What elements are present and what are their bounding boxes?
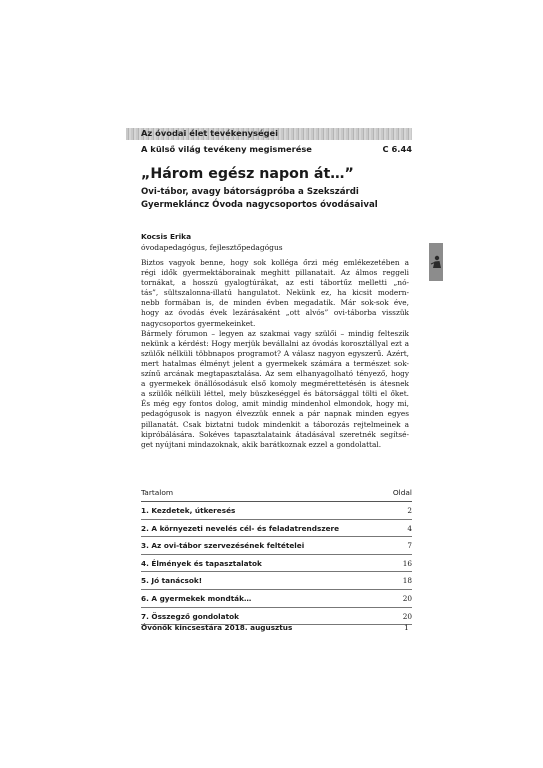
author-role: óvodapedagógus, fejlesztőpedagógus	[141, 243, 283, 252]
toc-row	[141, 590, 412, 608]
toc-header-right: Oldal	[392, 488, 412, 497]
toc-item-title: 4. Élmények és tapasztalatok	[141, 558, 262, 568]
body-line: színű arcának megtapasztalása. Az sem elhanyagolható tényező, hogy	[141, 369, 409, 379]
toc-item-page: 20	[402, 593, 412, 603]
toc-item-title: 7. Összegző gondolatok	[141, 611, 239, 621]
toc-row	[141, 572, 412, 590]
toc-item-page: 4	[407, 523, 412, 533]
body-line: a szülők nélküli léttel, mely büszkeséggel és bátorsággal tölti el őket.	[141, 389, 409, 399]
body-line: hogy az óvodás évek lezárásaként „ott alvós” ovi-táborba visszük	[141, 308, 409, 318]
body-line: kipróbálására. Sokéves tapasztalataink átadásával szeretnék segítsé-	[141, 429, 409, 439]
toc-row	[141, 555, 412, 573]
series-title: Az óvodai élet tevékenységei	[141, 128, 279, 138]
toc-row	[141, 520, 412, 538]
body-line: tornákat, a hosszú gyalogtúrákat, az esti tábortűz melletti „nó-	[141, 278, 409, 288]
child-figure-icon	[430, 255, 442, 269]
toc-item-page: 7	[407, 541, 412, 551]
page-number: 1	[404, 623, 409, 632]
body-line: régi idők gyermektáborainak meghitt pillanatait. Az álmos reggeli	[141, 268, 409, 278]
toc-header	[141, 485, 412, 502]
subtitle-line: Ovi-tábor, avagy bátorságpróba a Szekszárdi	[141, 187, 359, 197]
toc-item-page: 20	[402, 611, 412, 621]
side-tab	[429, 243, 443, 281]
toc-row	[141, 537, 412, 555]
subtitle-line: Gyermekláncz Óvoda nagycsoportos óvodásaival	[141, 200, 378, 210]
toc-row	[141, 502, 412, 520]
body-line: nekünk a kérdést: Hogy merjük bevállalni az óvodás korosztállyal ezt a	[141, 338, 409, 348]
footer-publication: Óvónők kincsestára 2018. augusztus	[141, 623, 293, 632]
toc-item-title: 3. Az ovi-tábor szervezésének feltételei	[141, 541, 305, 551]
body-line: tás”, sültszalonna-illatú hangulatot. Nekünk ez, ha kicsit modern-	[141, 288, 409, 298]
body-line: a gyermekek önállósodásuk első komoly megmérettetésén is átesnek	[141, 379, 409, 389]
intro-text	[141, 258, 409, 450]
body-line: nagycsoportos gyermekeinket.	[141, 318, 256, 328]
body-line: Biztos vagyok benne, hogy sok kolléga őrzi még emlékezetében a	[141, 258, 409, 267]
section-line	[141, 144, 412, 156]
body-line: mert hatalmas élményt jelent a gyermekek számára a természet sok-	[141, 358, 409, 368]
toc-item-title: 6. A gyermekek mondták…	[141, 593, 252, 603]
author-name: Kocsis Erika	[141, 232, 192, 241]
toc-item-title: 5. Jó tanácsok!	[141, 576, 203, 586]
table-of-contents	[141, 485, 412, 625]
article-title: „Három egész napon át…”	[141, 166, 354, 182]
toc-item-title: 2. A környezeti nevelés cél- és feladatrendszere	[141, 523, 340, 533]
article-subtitle	[141, 186, 416, 212]
body-line: pillanatát. Csak biztatni tudok mindenkit a táborozás rejtelmeinek a	[141, 419, 409, 429]
body-line: szülők nélküli többnapos programot? A válasz nagyon egyszerű. Azért,	[141, 348, 409, 358]
body-line: nebb formában is, de minden évben megadatik. Már sok-sok éve,	[141, 298, 409, 308]
body-line: get nyújtani mindazoknak, akik barátkoznak ezzel a gondolattal.	[141, 439, 382, 449]
body-line: És még egy fontos dolog, amit mindig mindenhol elmondok, hogy mi,	[141, 399, 409, 409]
toc-item-page: 2	[407, 506, 412, 515]
body-line: pedagógusok is nagyon élvezzük ennek a pár napnak minden egyes	[141, 409, 409, 419]
section-title: A külső világ tevékeny megismerése	[141, 144, 312, 154]
section-code: C 6.44	[382, 144, 412, 154]
toc-item-page: 16	[402, 558, 412, 568]
toc-item-title: 1. Kezdetek, útkeresés	[141, 506, 236, 515]
body-line: Bármely fórumon – legyen az szakmai vagy szülői – mindig felteszik	[141, 328, 409, 338]
toc-item-page: 18	[402, 576, 412, 586]
toc-header-left: Tartalom	[141, 488, 174, 497]
